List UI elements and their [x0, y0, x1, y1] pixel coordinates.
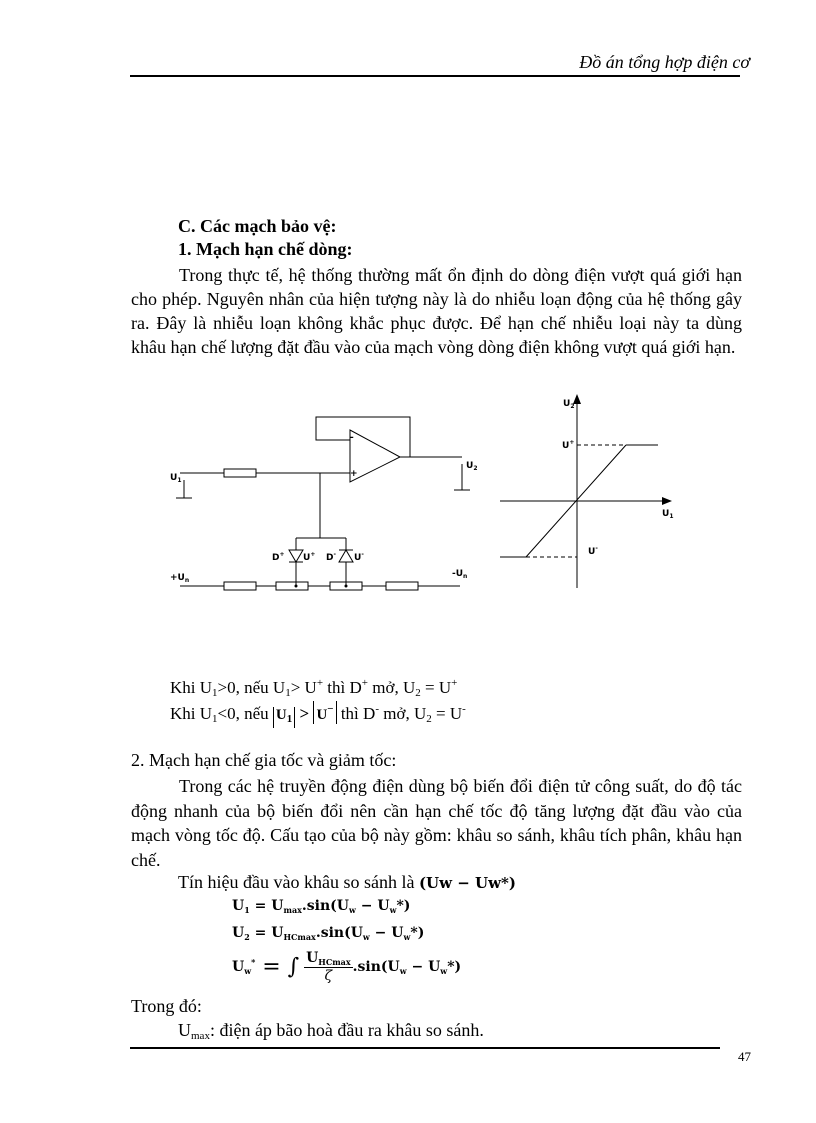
- where-item-umax: $U_{max}$: điện áp bão hoà đầu ra khâu so sánh.: [178, 1020, 484, 1042]
- u-minus-label: U-: [354, 551, 364, 563]
- running-header: Đồ án tổng hợp điện cơ: [579, 52, 750, 72]
- section2-paragraph: [131, 774, 742, 872]
- header-rule: [130, 75, 740, 77]
- page-number: 47: [738, 1049, 751, 1064]
- section-paragraph: [131, 263, 742, 359]
- output-voltage-label: $U_2$: [466, 461, 478, 472]
- condition-positive: Khi $U_1>0$, nếu $U_1> U^+$ thì D+ mở, $U_2 = U^+$: [170, 677, 458, 699]
- integral-fraction: $\frac{U_{HCmax}}{\zeta}$: [306, 950, 351, 984]
- abs-u-minus: U−: [313, 701, 336, 724]
- positive-supply-label: $+U_n$: [170, 573, 190, 584]
- graph-upper-limit-label: U+: [562, 439, 575, 451]
- footer-rule: [130, 1047, 720, 1049]
- equation-u2: $U_2 = U_{HCmax}.\sin(U_w - U_w*)$: [232, 925, 425, 942]
- subsection-heading: 1. Mạch hạn chế dòng:: [178, 239, 353, 259]
- graph-y-axis-label: $U_2$: [563, 399, 575, 410]
- section2-paragraph-text: Trong các hệ truyền động điện dùng bộ biến đổi điện tử công suất, do độ tác động nhanh của bộ biến đổi nên cần hạn chế tốc độ tăng lượng đặt đầu vào của mạch vòng tốc độ. Cấu tạo của bộ này gồm: khâu so sánh, khâu tích phân, khâu hạn chế.: [131, 776, 742, 870]
- paragraph-text: Trong thực tế, hệ thống thường mất ổn định do dòng điện vượt quá giới hạn cho phép. Nguyên nhân của hiện tượng này là do nhiễu loạn động của hệ thống gây ra. Đây là nhiễu loạn không khắc phục được. Để hạn chế nhiễu loại này ta dùng khâu hạn chế lượng đặt đầu vào của mạch vòng dòng điện không vượt quá giới hạn.: [131, 265, 742, 357]
- graph-lower-limit-label: U-: [588, 545, 598, 557]
- where-label: Trong đó:: [131, 996, 202, 1016]
- limiter-characteristic-graph: [496, 392, 686, 592]
- equation-uw-integral: $U_w^*$ = ∫ $\frac{U_{HCmax}}{\zeta}$ $.\sin(U_w - U_w*)$: [232, 950, 462, 984]
- opamp-minus-label: -: [350, 433, 354, 443]
- graph-x-axis-label: $U_1$: [662, 509, 674, 520]
- input-voltage-label: $U_1$: [170, 473, 182, 484]
- signal-expression: (Uw − Uw*): [418, 874, 516, 892]
- equation-u1: $U_1 = U_{max}.\sin(U_w - U_w*)$: [232, 898, 411, 915]
- section-heading: C. Các mạch bảo vệ:: [178, 216, 337, 236]
- diode-minus-label: D-: [326, 551, 336, 563]
- section2-heading: 2. Mạch hạn chế gia tốc và giảm tốc:: [131, 750, 397, 770]
- u-plus-label: U+: [303, 551, 316, 563]
- abs-u1: $U_1$: [273, 707, 295, 728]
- signal-intro: Tín hiệu đầu vào khâu so sánh là (Uw − Uw*): [178, 872, 516, 892]
- diode-plus-label: D+: [272, 551, 285, 563]
- condition-negative: Khi $U_1<0$, nếu $U_1 > U^-$ thì D- mở, $U_2 = U^-$: [170, 701, 466, 728]
- negative-supply-label: $-U_n$: [452, 569, 468, 580]
- limiter-circuit-diagram: [160, 400, 490, 610]
- opamp-plus-label: +: [350, 469, 358, 479]
